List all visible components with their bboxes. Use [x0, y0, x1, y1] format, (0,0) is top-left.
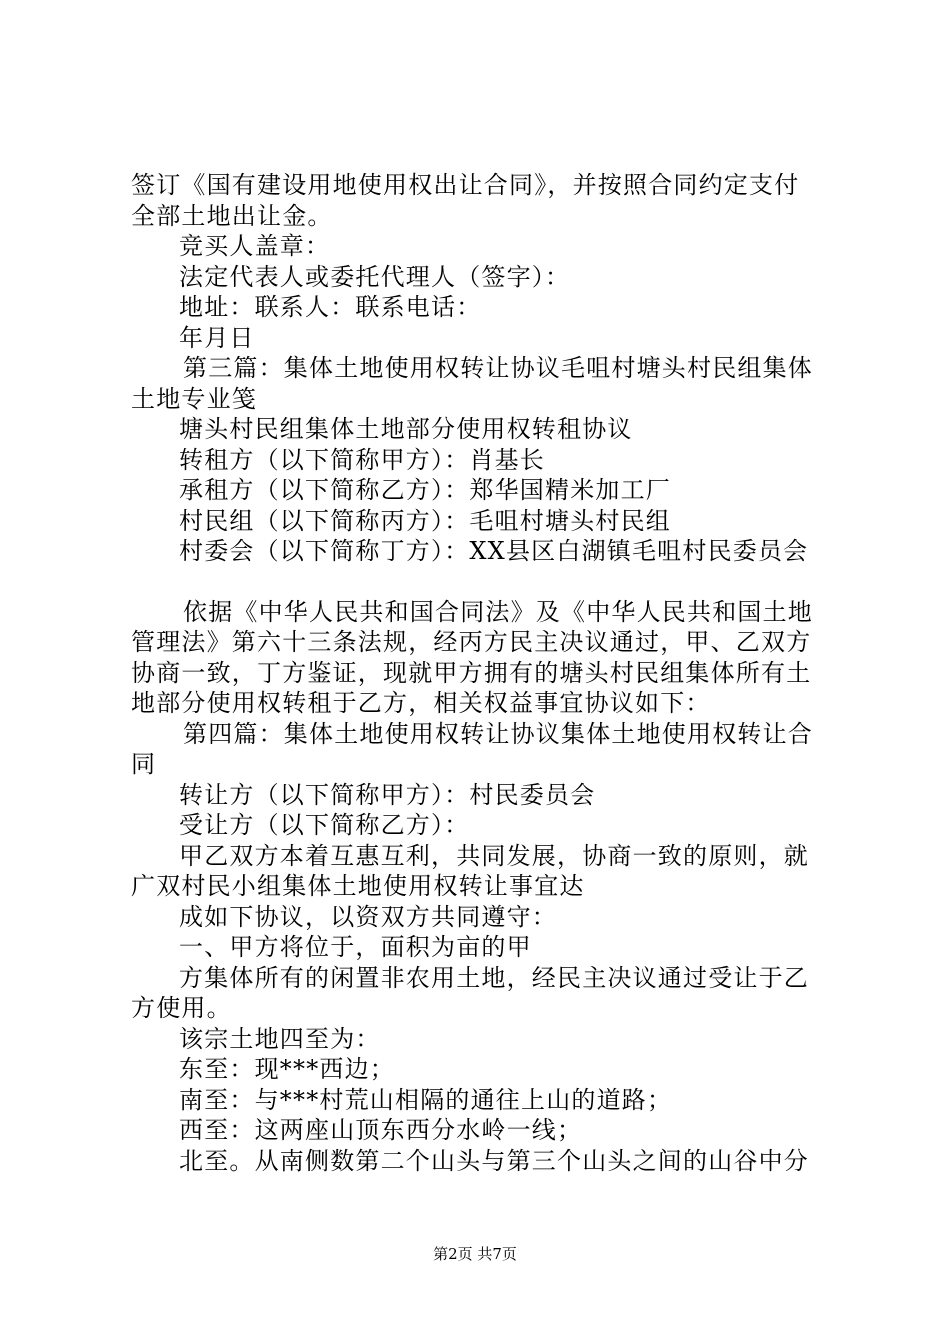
text-line: 地部分使用权转租于乙方，相关权益事宜协议如下： [131, 689, 711, 717]
text-line: 广双村民小组集体土地使用权转让事宜达 [131, 872, 585, 900]
boundary-line: 西至：这两座山顶东西分水岭一线； [179, 1116, 583, 1144]
text-line: 成如下协议，以资双方共同遵守： [179, 902, 557, 931]
party-line: 村委会（以下简称丁方）：XX县区白湖镇毛咀村民委员会 [179, 537, 809, 565]
text-line: 全部土地出让金。 [131, 201, 333, 230]
text-line: 甲乙双方本着互惠互利，共同发展，协商一致的原则，就 [179, 841, 809, 870]
text-line: 一、甲方将位于，面积为亩的甲 [179, 933, 532, 961]
section-heading-continued: 同 [131, 750, 157, 778]
party-line: 村民组（以下简称丙方）：毛咀村塘头村民组 [179, 506, 671, 535]
text-line: 地址：联系人：联系电话： [179, 293, 482, 321]
document-body [131, 170, 833, 1176]
party-line: 转租方（以下简称甲方）：肖基长 [179, 445, 545, 474]
agreement-title: 塘头村民组集体土地部分使用权转租协议 [179, 415, 633, 443]
page-number: 第2页 共7页 [433, 1245, 517, 1263]
text-line: 方使用。 [131, 994, 232, 1022]
text-line: 管理法》第六十三条法规，经丙方民主决议通过，甲、乙双方 [131, 628, 812, 656]
party-line: 受让方（以下简称乙方）： [179, 811, 470, 839]
text-line: 签订《国有建设用地使用权出让合同》，并按照合同约定支付 [131, 171, 800, 199]
boundary-line: 北至。从南侧数第二个山头与第三个山头之间的山谷中分 [179, 1146, 809, 1175]
text-line: 法定代表人或委托代理人（签字）： [179, 262, 571, 291]
boundary-line: 南至：与***村荒山相隔的通往上山的道路； [179, 1085, 673, 1114]
section-heading: 第三篇：集体土地使用权转让协议毛咀村塘头村民组集体 [183, 354, 813, 382]
text-line: 依据《中华人民共和国合同法》及《中华人民共和国土地 [183, 597, 813, 626]
party-line: 转让方（以下简称甲方）：村民委员会 [179, 780, 596, 809]
text-line: 竞买人盖章： [179, 232, 331, 260]
party-line: 承租方（以下简称乙方）：郑华国精米加工厂 [179, 476, 671, 504]
paragraph-gap [131, 567, 833, 597]
text-line: 方集体所有的闲置非农用土地，经民主决议通过受让于乙 [179, 963, 809, 992]
boundary-line: 东至：现***西边； [179, 1055, 395, 1083]
text-line: 该宗土地四至为： [179, 1024, 381, 1053]
section-heading-continued: 土地专业笺 [131, 384, 257, 413]
text-line: 协商一致，丁方鉴证，现就甲方拥有的塘头村民组集体所有土 [131, 658, 812, 687]
section-heading: 第四篇：集体土地使用权转让协议集体土地使用权转让合 [183, 719, 813, 748]
text-line: 年月日 [179, 323, 255, 352]
